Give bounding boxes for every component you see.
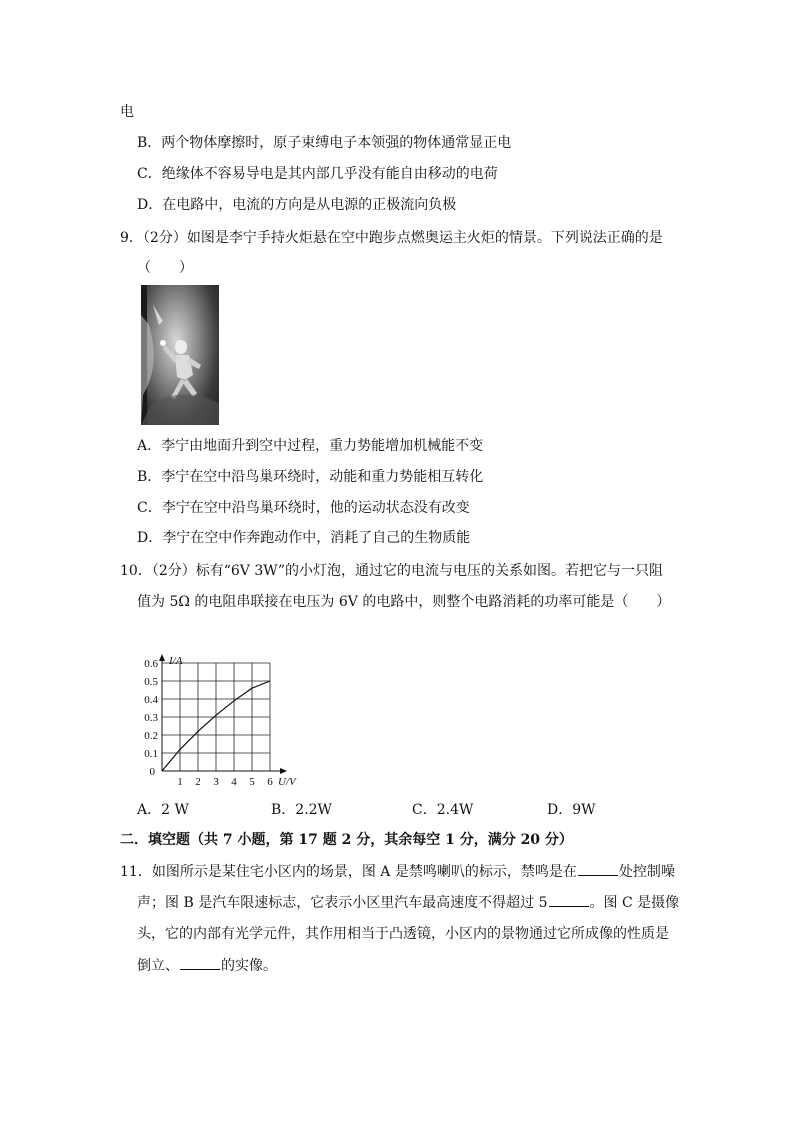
y-tick-label: 0.5 — [144, 676, 158, 688]
q10-line-1: 10．（2分）标有“6V 3W”的小灯泡，通过它的电流与电压的关系如图。若把它与一只阻 — [120, 563, 664, 579]
x-tick-label: 4 — [231, 776, 237, 788]
y-tick-label: 0.1 — [144, 748, 158, 760]
q10-option-a: A．2 W — [137, 802, 189, 818]
q11-line-4 — [137, 955, 277, 976]
torch-runner-photo — [141, 285, 219, 425]
q10-option-d: D．9W — [547, 802, 596, 818]
q11-text-2a: 声；图 B 是汽车限速标志，它表示小区里汽车最高速度不得超过 5 — [137, 895, 548, 911]
q11-blank-3[interactable] — [180, 955, 220, 970]
prev-question-tail: 电 — [120, 104, 134, 120]
q11-text-1b: 处控制噪 — [618, 864, 675, 880]
x-axis-label: U/V — [278, 776, 296, 788]
q11-blank-1[interactable] — [578, 861, 618, 876]
runner-figure-icon — [141, 285, 219, 425]
x-axis-arrow-icon — [280, 768, 287, 774]
chart-grid — [162, 663, 270, 771]
q11-line-2 — [137, 892, 679, 913]
x-tick-label: 5 — [249, 776, 255, 788]
q9-option-d: D．李宁在空中作奔跑动作中，消耗了自己的生物质能 — [137, 530, 471, 546]
q9-stem: 9．（2分）如图是李宁手持火炬悬在空中跑步点燃奥运主火炬的情景。下列说法正确的是 — [120, 230, 663, 246]
q10-option-c: C．2.4W — [412, 802, 474, 818]
q11-line-1 — [120, 861, 675, 882]
y-tick-label: 0.3 — [144, 712, 158, 724]
q10-option-b: B．2.2W — [271, 802, 332, 818]
y-axis-arrow-icon — [159, 654, 165, 661]
chart-axes — [159, 654, 287, 774]
q11-text-4a: 倒立、 — [137, 958, 179, 974]
y-tick-label: 0.4 — [144, 694, 158, 706]
section-2-heading: 二．填空题（共 7 小题，第 17 题 2 分，其余每空 1 分，满分 20 分） — [120, 832, 573, 848]
q11-line-3: 头，它的内部有光学元件，其作用相当于凸透镜，小区内的景物通过它所成像的性质是 — [137, 926, 669, 942]
prev-option-d: D．在电路中，电流的方向是从电源的正极流向负极 — [137, 197, 457, 213]
x-tick-label: 2 — [195, 776, 201, 788]
origin-label: 0 — [149, 766, 155, 778]
q9-option-b: B．李宁在空中沿鸟巢环绕时，动能和重力势能相互转化 — [137, 469, 484, 485]
current-voltage-chart — [140, 650, 315, 790]
prev-option-b: B．两个物体摩擦时，原子束缚电子本领强的物体通常显正电 — [137, 135, 512, 151]
q9-answer-paren: （ ） — [137, 260, 193, 276]
q11-text-1a: 11．如图所示是某住宅小区内的场景，图 A 是禁鸣喇叭的标示，禁鸣是在 — [120, 864, 577, 880]
q11-text-2b: 。图 C 是摄像 — [589, 895, 680, 911]
q11-text-4b: 的实像。 — [221, 958, 277, 974]
y-axis-label: I/A — [169, 655, 183, 667]
q10-line-2: 值为 5Ω 的电阻串联接在电压为 6V 的电路中，则整个电路消耗的功率可能是（ ） — [137, 594, 671, 610]
x-tick-label: 1 — [177, 776, 183, 788]
prev-option-c: C．绝缘体不容易导电是其内部几乎没有能自由移动的电荷 — [137, 166, 498, 182]
y-tick-label: 0.6 — [144, 658, 158, 670]
q9-option-c: C．李宁在空中沿鸟巢环绕时，他的运动状态没有改变 — [137, 500, 470, 516]
x-tick-label: 3 — [213, 776, 219, 788]
q11-blank-2[interactable] — [549, 892, 589, 907]
y-tick-label: 0.2 — [144, 730, 158, 742]
x-tick-label: 6 — [267, 776, 273, 788]
q9-option-a: A．李宁由地面升到空中过程，重力势能增加机械能不变 — [137, 438, 484, 454]
